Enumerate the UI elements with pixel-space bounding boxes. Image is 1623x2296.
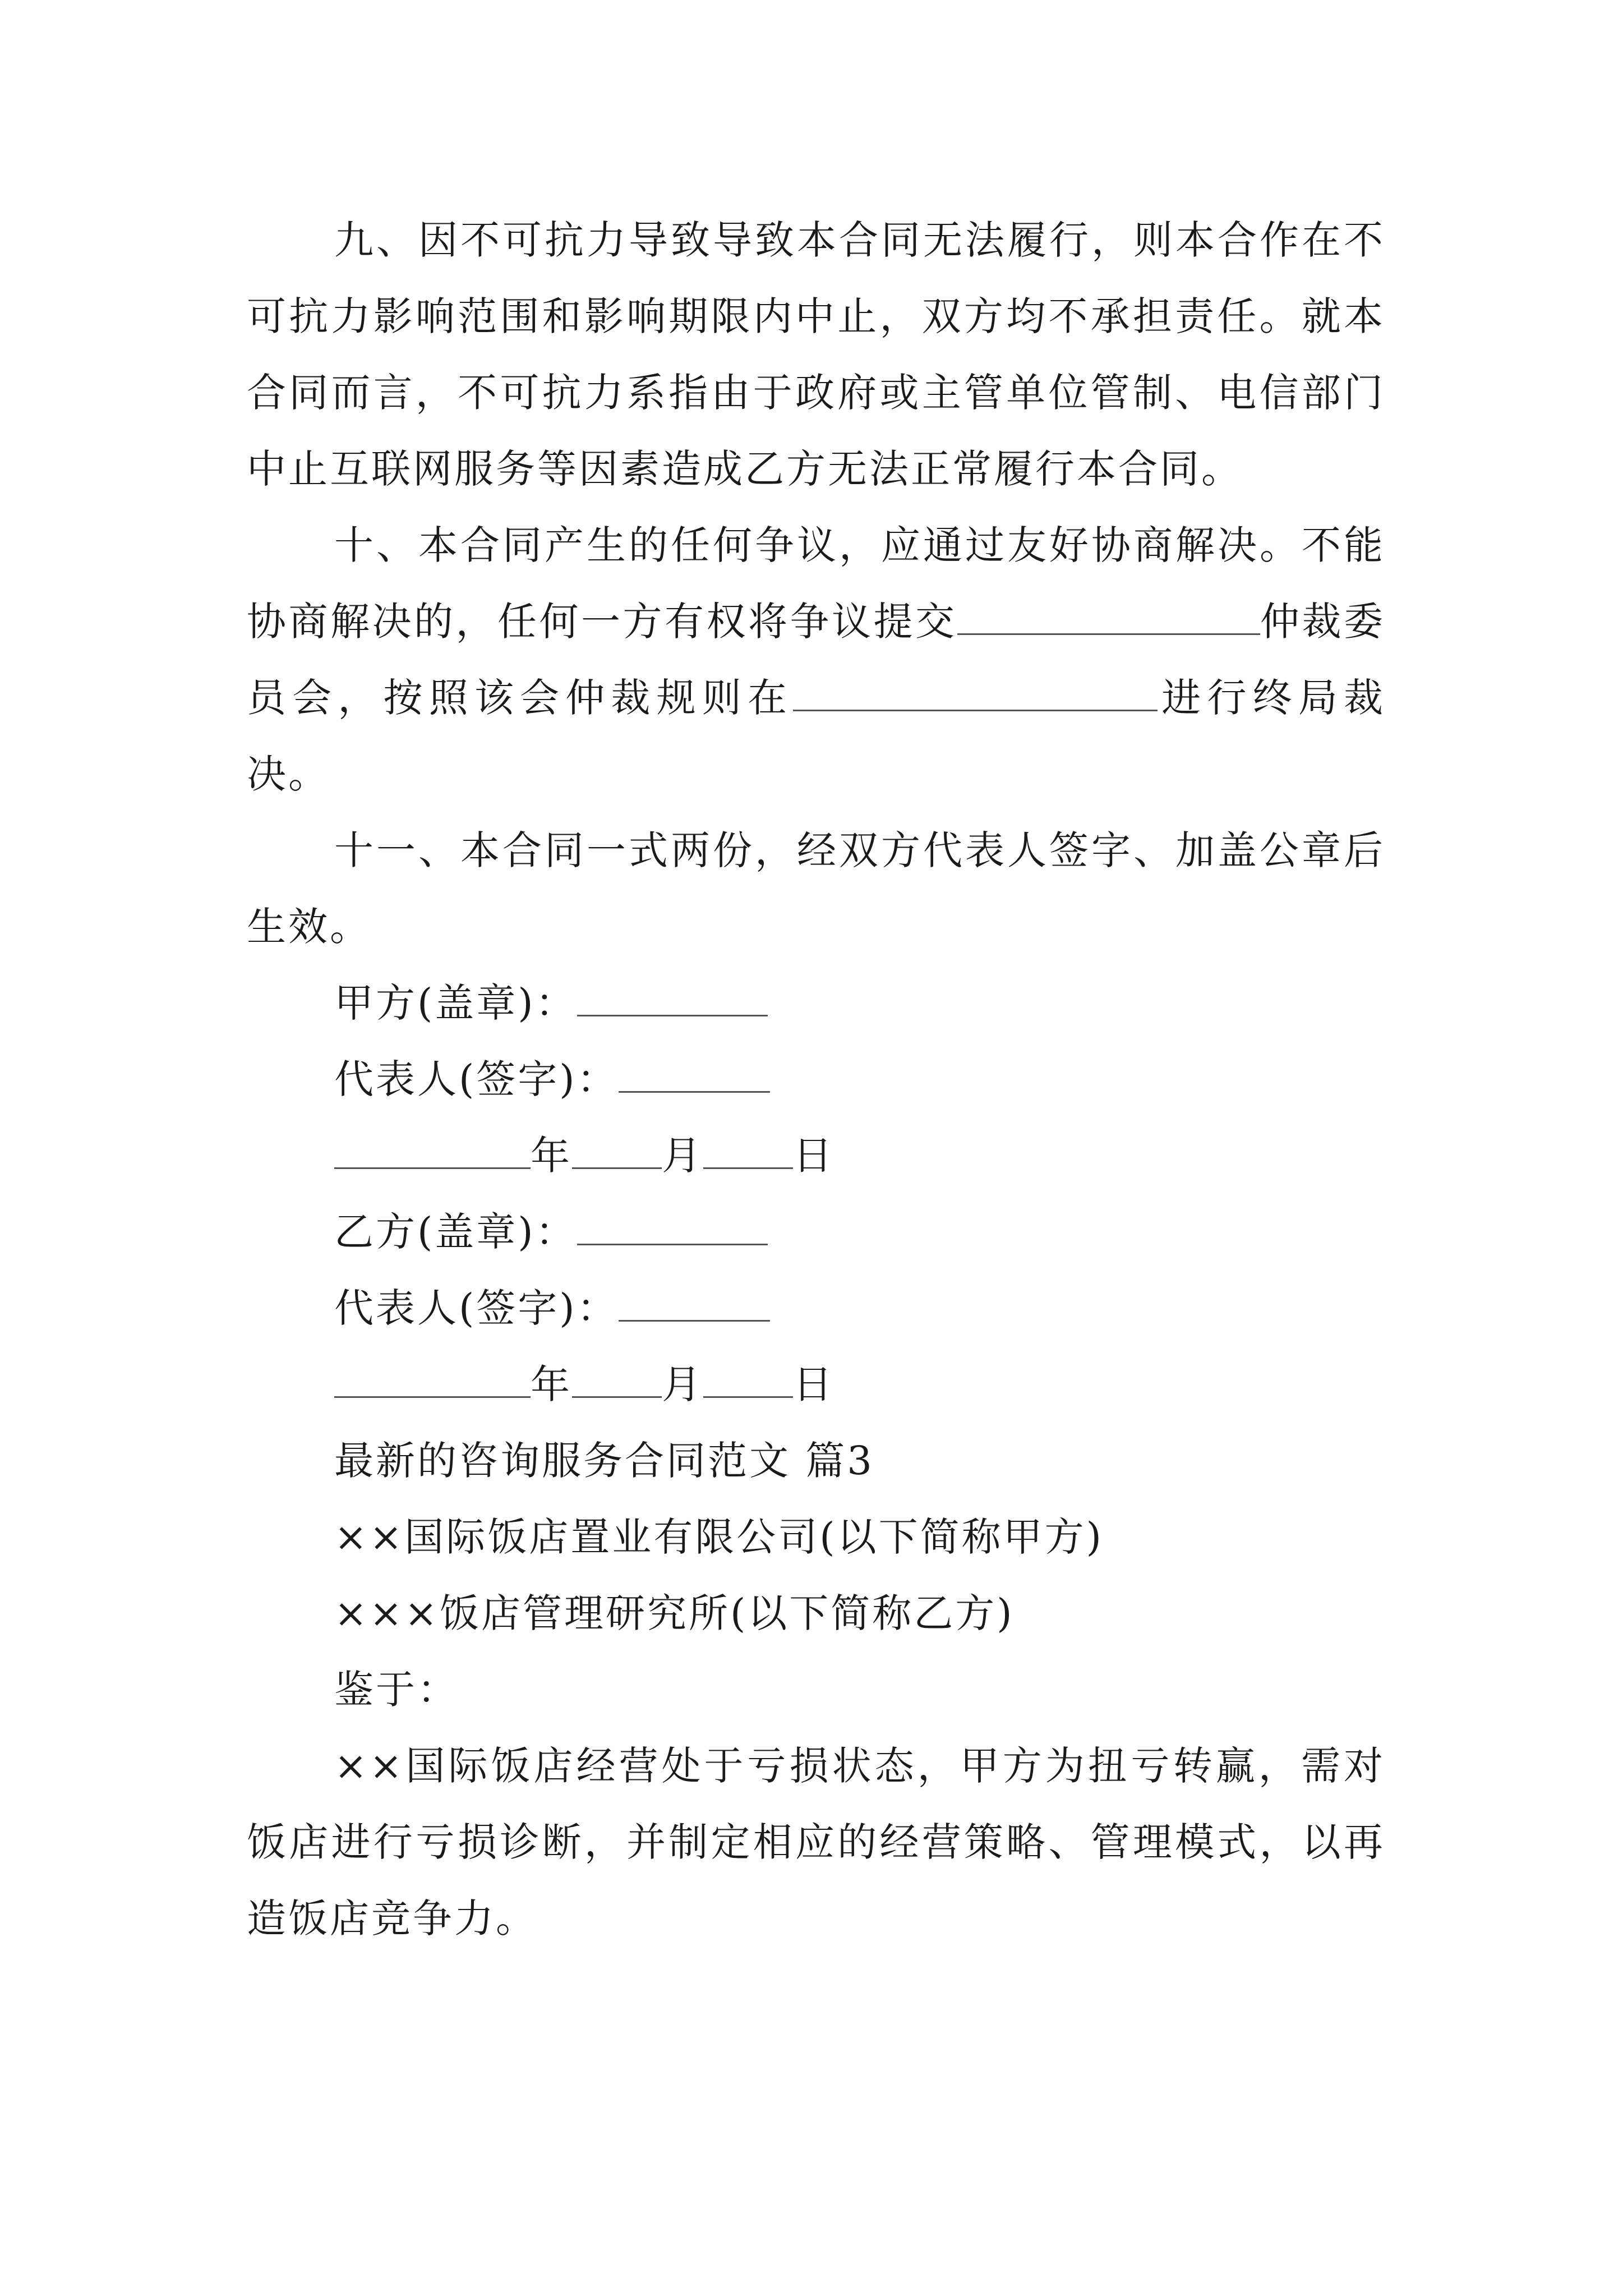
party-a-month-label: 月 [662,1133,703,1179]
clause-10-text-b: 仲裁委员会，按照该会仲裁规则在 [247,599,1385,721]
party-a-rep-label: 代表人(签字)： [334,1056,619,1102]
party-b-seal-blank [577,1204,768,1245]
party-b-date-line [247,1346,1385,1423]
clause-10 [247,507,1385,812]
party-a-rep-blank [619,1052,770,1093]
party-b-day-label: 日 [793,1361,834,1407]
party-b-seal-label: 乙方(盖章)： [334,1209,577,1255]
party-a-rep-line [247,1041,1385,1117]
clause-9-text: 九、因不可抗力导致导致本合同无法履行，则本合作在不可抗力影响范围和影响期限内中止，双方均不承担责任。就本合同而言，不可抗力系指由于政府或主管单位管制、电信部门中止互联网服务等因素造成乙方无法正常履行本合同。 [247,217,1385,492]
section-3-party-b [247,1575,1385,1651]
clause-11 [247,812,1385,965]
party-a-date-line [247,1117,1385,1194]
party-a-seal-label: 甲方(盖章)： [334,980,577,1026]
section-3-party-a [247,1499,1385,1575]
party-a-day-blank [703,1128,793,1169]
section-3-intro [247,1728,1385,1957]
section-3-whereas [247,1651,1385,1728]
clause-10-text-c: 进行终局裁决。 [247,675,1386,797]
party-b-seal-line [247,1194,1385,1270]
party-b-day-blank [703,1357,793,1398]
party-b-year-label: 年 [531,1361,572,1407]
party-a-year-label: 年 [531,1133,572,1179]
section-3-whereas-text: 鉴于： [334,1667,459,1713]
section-3-intro-text: ××国际饭店经营处于亏损状态，甲方为扭亏转赢，需对饭店进行亏损诊断，并制定相应的经营策略、管理模式，以再造饭店竞争力。 [247,1743,1385,1941]
section-3-heading [247,1423,1385,1499]
party-b-rep-line [247,1270,1385,1346]
section-3-party-b-text: ×××饭店管理研究所(以下简称乙方) [334,1590,1015,1636]
party-b-rep-label: 代表人(签字)： [334,1285,619,1331]
party-a-seal-line [247,965,1385,1041]
section-3-party-a-text: ××国际饭店置业有限公司(以下简称甲方) [334,1514,1104,1560]
arbitration-commission-blank [957,594,1260,635]
party-b-year-blank [334,1357,531,1398]
party-b-month-blank [572,1357,662,1398]
party-a-day-label: 日 [793,1133,834,1179]
clause-9 [247,202,1385,507]
clause-10-text-a: 十、本合同产生的任何争议，应通过友好协商解决。不能协商解决的，任何一方有权将争议提交 [247,522,1385,645]
clause-11-text: 十一、本合同一式两份，经双方代表人签字、加盖公章后生效。 [247,827,1385,950]
party-a-month-blank [572,1128,662,1169]
section-3-heading-text: 最新的咨询服务合同范文 篇3 [334,1438,874,1484]
party-a-seal-blank [577,976,768,1016]
party-b-rep-blank [619,1281,770,1322]
party-b-month-label: 月 [662,1361,703,1407]
document-body [247,202,1385,1957]
party-a-year-blank [334,1128,531,1169]
arbitration-location-blank [793,670,1158,711]
